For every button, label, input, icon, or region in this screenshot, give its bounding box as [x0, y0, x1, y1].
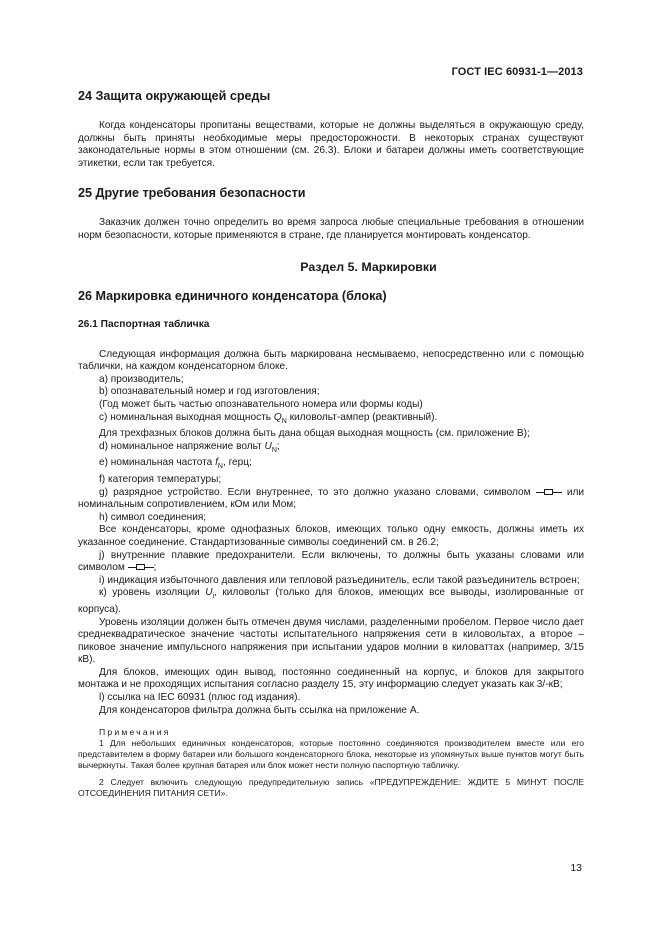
- section-25-title: 25 Другие требования безопасности: [78, 186, 306, 201]
- note-2: 2 Следует включить следующую предупредительную запись «ПРЕДУПРЕЖДЕНИЕ: ЖДИТЕ 5 МИНУТ ПОСЛЕ ОТСОЕДИНЕНИЯ ПИТАНИЯ СЕТИ».: [78, 777, 584, 799]
- item-d-text-pre: d) номинальное напряжение вольт: [99, 440, 265, 452]
- item-c-text-post: киловольт-ампер (реактивный).: [286, 411, 438, 423]
- section-24-title: 24 Защита окружающей среды: [78, 89, 271, 103]
- item-j-text-pre: j) внутренние плавкие предохранители. Если включены, то должны быть указаны словами или символом: [78, 549, 584, 574]
- item-g-text-post: или номинальным сопротивлением, кОм или Мом;: [78, 486, 584, 511]
- subscript-i: i: [212, 593, 215, 601]
- section-26-title: 26 Маркировка единичного конденсатора (блока): [78, 288, 387, 303]
- list-item-c: [78, 412, 584, 429]
- page-content: [78, 86, 584, 799]
- three-phase-note: Для трехфазных блоков должна быть дана общая выходная мощность (см. приложение В);: [99, 428, 530, 440]
- symbol-q: Q: [273, 411, 282, 423]
- document-header: ГОСТ IEC 60931-1—2013: [451, 66, 583, 78]
- list-item-k: [78, 587, 584, 616]
- item-d-text-post: ;: [276, 440, 280, 452]
- item-e-text-pre: e) номинальная частота: [99, 457, 216, 469]
- list-item-g: [78, 487, 584, 512]
- connection-note: Все конденсаторы, кроме однофазных блоков, имеющих только одну емкость, должны иметь их указанное соединение. Стандартизованные символы соединений см. в 26.2;: [78, 524, 584, 548]
- discharge-resistor-symbol-icon: [536, 488, 562, 496]
- section-25-paragraph: Заказчик должен точно определить во время запроса любые специальные требования в отношении норм безопасности, которые применяются в стране, где планируется монтировать конденсатор.: [78, 217, 584, 241]
- item-k-text-pre: к) уровень изоляции: [99, 587, 206, 599]
- single-terminal-note: Для блоков, имеющих один вывод, постоянно соединенный на корпус, и блоков для закрытого монтажа и не проходящих испытания согласно разделу 15, эту информацию следует указать как 3/-кВ;: [78, 666, 584, 691]
- list-item-d: [78, 441, 584, 458]
- subscript-n: N: [217, 463, 223, 471]
- list-item-f: f) категория температуры;: [99, 473, 222, 485]
- fuse-symbol-icon: [128, 563, 154, 571]
- note-1: 1 Для небольших единичных конденсаторов, которые постоянно соединяются производителем вместе или его представителем в форму батареи или большого конденсаторного блока, некоторые из упомянутых выше пунктов могут быть вычеркнуты. Такая более крупная батарея или блок может нести полную паспортную табличку.: [78, 738, 584, 770]
- list-item-b: b) опознавательный номер и год изготовления;: [99, 386, 320, 398]
- item-c-text-pre: c) номинальная выходная мощность: [99, 411, 274, 423]
- subscript-n: N: [271, 446, 277, 454]
- list-item-i: i) индикация избыточного давления или тепловой разъединитель, если такой разъединитель встроен;: [99, 574, 580, 586]
- list-item-j: [78, 550, 584, 575]
- nameplate-intro: Следующая информация должна быть маркирована несмываемо, непосредственно или с помощью таблички, на каждом конденсаторном блоке.: [78, 348, 584, 373]
- symbol-u: U: [205, 587, 213, 599]
- list-item-e: [78, 457, 584, 474]
- insulation-level-note: Уровень изоляции должен быть отмечен двумя числами, разделенными пробелом. Первое число дает среднеквадратическое значение частоты испытательного напряжения сети в киловольтах, а второе – пиковое значение импульсного напряжения при испытании ударов молнии в киловаттах (например, 3/15 кВ).: [78, 616, 584, 666]
- filter-note: Для конденсаторов фильтра должна быть ссылка на приложение А.: [99, 704, 420, 716]
- list-item-h: h) символ соединения;: [99, 511, 207, 523]
- item-k-text-post: , киловольт (только для блоков, имеющих все выводы, изолированные от корпуса).: [78, 587, 585, 615]
- symbol-u: U: [264, 440, 272, 452]
- part-5-title: Раздел 5. Маркировки: [300, 259, 437, 274]
- section-24-paragraph: Когда конденсаторы пропитаны веществами, которые не должны выделяться в окружающую среду, должны быть приняты необходимые меры предосторожности. В некоторых странах существуют законодательные нормы в этом отношении (см. 26.3). Блоки и батареи должны иметь соответствующие этикетки, если так требуется.: [78, 120, 584, 169]
- subsection-26-1-title: 26.1 Паспортная табличка: [78, 318, 210, 330]
- list-item-b-note: (Год может быть частью опознавательного номера или формы коды): [99, 398, 423, 410]
- page-number: 13: [570, 862, 582, 874]
- symbol-f: f: [215, 457, 218, 469]
- item-j-text-post: ;: [153, 562, 157, 574]
- notes-title: Примечания: [99, 727, 171, 738]
- list-item-a: a) производитель;: [99, 373, 184, 385]
- list-item-l: l) ссылка на IEC 60931 (плюс год издания).: [99, 692, 301, 704]
- notes-block: [78, 727, 584, 799]
- item-e-text-post: , герц;: [222, 457, 252, 469]
- subscript-n: N: [281, 417, 287, 425]
- item-g-text-pre: g) разрядное устройство. Если внутреннее, то это должно указано словами, символом: [99, 486, 536, 498]
